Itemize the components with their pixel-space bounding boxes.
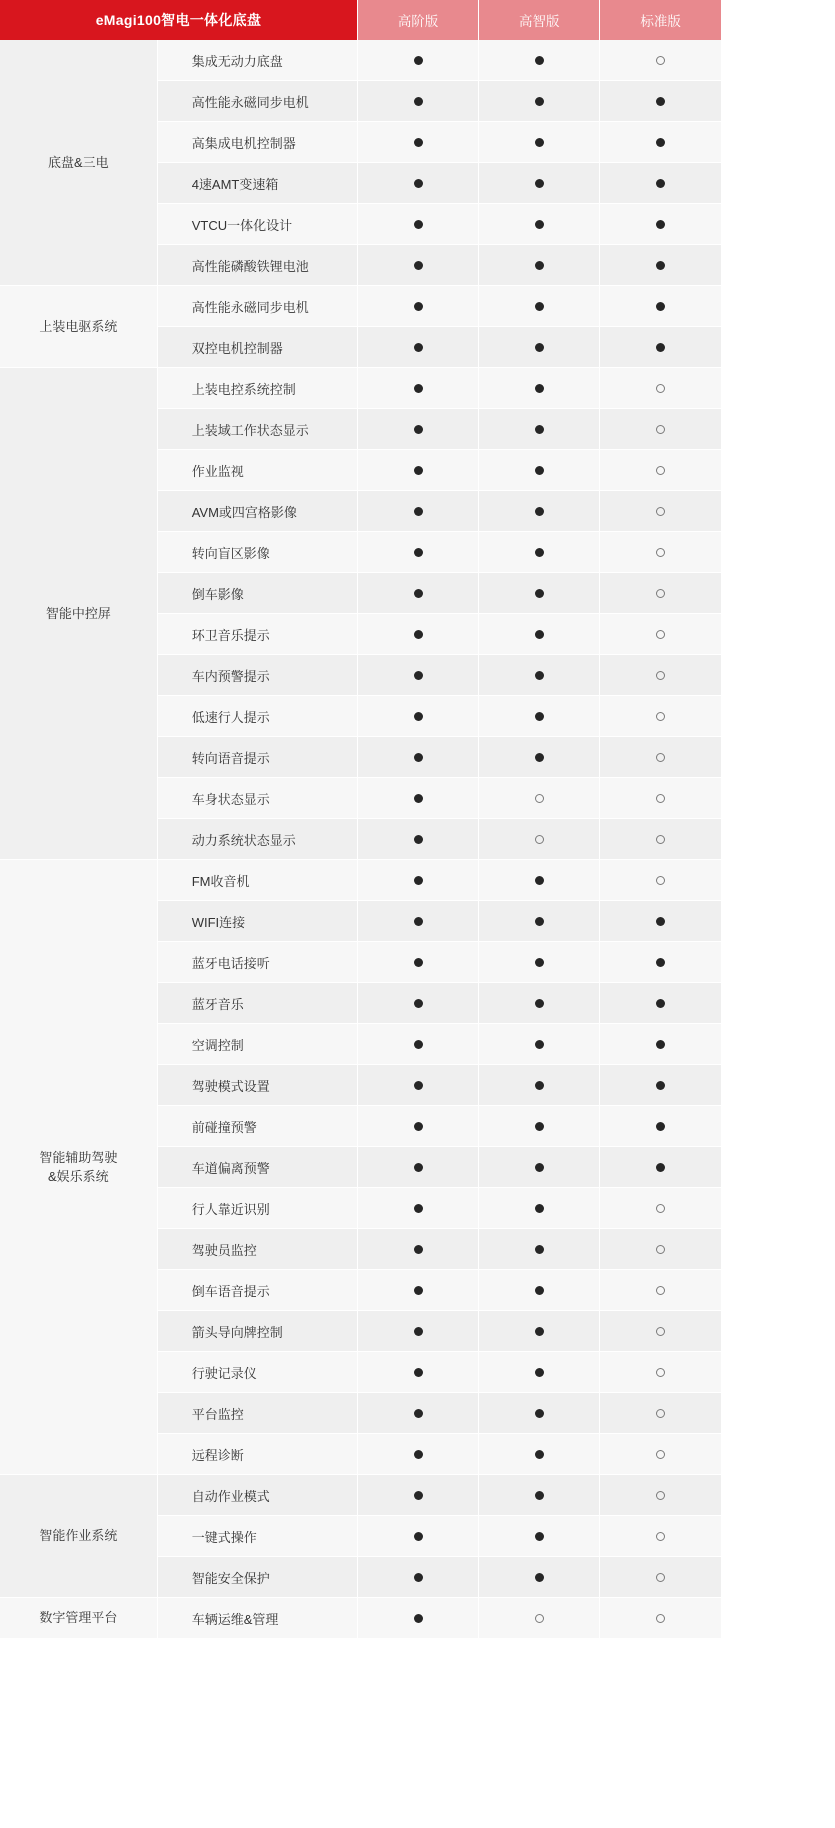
availability-cell bbox=[357, 450, 478, 491]
filled-circle-icon bbox=[535, 1204, 544, 1213]
filled-circle-icon bbox=[656, 1163, 665, 1172]
availability-cell bbox=[479, 327, 600, 368]
availability-cell bbox=[600, 1106, 721, 1147]
filled-circle-icon bbox=[414, 753, 423, 762]
filled-circle-icon bbox=[535, 1245, 544, 1254]
filled-circle-icon bbox=[535, 302, 544, 311]
group-label: 智能作业系统 bbox=[0, 1475, 157, 1598]
table-row bbox=[0, 368, 721, 409]
table-title: eMagi100智电一体化底盘 bbox=[0, 0, 357, 40]
filled-circle-icon bbox=[535, 548, 544, 557]
feature-label: AVM或四宫格影像 bbox=[157, 491, 357, 532]
filled-circle-icon bbox=[414, 1286, 423, 1295]
hollow-circle-icon bbox=[656, 507, 665, 516]
availability-cell bbox=[479, 81, 600, 122]
availability-cell bbox=[357, 532, 478, 573]
filled-circle-icon bbox=[535, 917, 544, 926]
availability-cell bbox=[357, 1229, 478, 1270]
filled-circle-icon bbox=[535, 630, 544, 639]
hollow-circle-icon bbox=[656, 1327, 665, 1336]
table-row bbox=[0, 286, 721, 327]
availability-cell bbox=[357, 163, 478, 204]
feature-label: 车内预警提示 bbox=[157, 655, 357, 696]
feature-label: 平台监控 bbox=[157, 1393, 357, 1434]
filled-circle-icon bbox=[414, 1040, 423, 1049]
availability-cell bbox=[479, 696, 600, 737]
hollow-circle-icon bbox=[656, 1245, 665, 1254]
hollow-circle-icon bbox=[656, 425, 665, 434]
availability-cell bbox=[479, 1147, 600, 1188]
feature-label: 转向盲区影像 bbox=[157, 532, 357, 573]
feature-label: 倒车语音提示 bbox=[157, 1270, 357, 1311]
filled-circle-icon bbox=[656, 343, 665, 352]
filled-circle-icon bbox=[414, 589, 423, 598]
filled-circle-icon bbox=[535, 876, 544, 885]
availability-cell bbox=[357, 942, 478, 983]
hollow-circle-icon bbox=[656, 630, 665, 639]
availability-cell bbox=[479, 1188, 600, 1229]
filled-circle-icon bbox=[535, 1491, 544, 1500]
filled-circle-icon bbox=[414, 138, 423, 147]
availability-cell bbox=[479, 1434, 600, 1475]
availability-cell bbox=[600, 1229, 721, 1270]
filled-circle-icon bbox=[414, 261, 423, 270]
availability-cell bbox=[357, 1352, 478, 1393]
hollow-circle-icon bbox=[656, 1573, 665, 1582]
feature-label: 自动作业模式 bbox=[157, 1475, 357, 1516]
hollow-circle-icon bbox=[656, 384, 665, 393]
hollow-circle-icon bbox=[656, 753, 665, 762]
availability-cell bbox=[600, 1188, 721, 1229]
availability-cell bbox=[357, 860, 478, 901]
filled-circle-icon bbox=[535, 1573, 544, 1582]
filled-circle-icon bbox=[535, 1122, 544, 1131]
availability-cell bbox=[600, 1393, 721, 1434]
filled-circle-icon bbox=[656, 302, 665, 311]
filled-circle-icon bbox=[535, 1040, 544, 1049]
availability-cell bbox=[600, 286, 721, 327]
availability-cell bbox=[357, 286, 478, 327]
feature-label: 上装域工作状态显示 bbox=[157, 409, 357, 450]
hollow-circle-icon bbox=[656, 1286, 665, 1295]
availability-cell bbox=[479, 573, 600, 614]
availability-cell bbox=[600, 778, 721, 819]
filled-circle-icon bbox=[656, 958, 665, 967]
hollow-circle-icon bbox=[656, 712, 665, 721]
filled-circle-icon bbox=[414, 466, 423, 475]
availability-cell bbox=[357, 655, 478, 696]
filled-circle-icon bbox=[535, 958, 544, 967]
filled-circle-icon bbox=[656, 999, 665, 1008]
feature-label: 蓝牙音乐 bbox=[157, 983, 357, 1024]
feature-label: VTCU一体化设计 bbox=[157, 204, 357, 245]
filled-circle-icon bbox=[414, 712, 423, 721]
filled-circle-icon bbox=[535, 1532, 544, 1541]
availability-cell bbox=[479, 450, 600, 491]
filled-circle-icon bbox=[414, 179, 423, 188]
table-row bbox=[0, 1475, 721, 1516]
feature-label: 驾驶员监控 bbox=[157, 1229, 357, 1270]
availability-cell bbox=[479, 1475, 600, 1516]
filled-circle-icon bbox=[656, 1040, 665, 1049]
availability-cell bbox=[357, 81, 478, 122]
feature-label: 环卫音乐提示 bbox=[157, 614, 357, 655]
availability-cell bbox=[479, 1557, 600, 1598]
availability-cell bbox=[479, 1311, 600, 1352]
filled-circle-icon bbox=[535, 384, 544, 393]
table-header bbox=[0, 0, 721, 40]
availability-cell bbox=[600, 1434, 721, 1475]
availability-cell bbox=[479, 1024, 600, 1065]
availability-cell bbox=[479, 1393, 600, 1434]
filled-circle-icon bbox=[656, 1081, 665, 1090]
hollow-circle-icon bbox=[656, 1614, 665, 1623]
availability-cell bbox=[479, 1352, 600, 1393]
availability-cell bbox=[357, 491, 478, 532]
feature-label: 车辆运维&管理 bbox=[157, 1598, 357, 1639]
availability-cell bbox=[600, 1270, 721, 1311]
feature-label: 倒车影像 bbox=[157, 573, 357, 614]
availability-cell bbox=[479, 778, 600, 819]
availability-cell bbox=[357, 1557, 478, 1598]
availability-cell bbox=[357, 368, 478, 409]
filled-circle-icon bbox=[414, 999, 423, 1008]
feature-label: 箭头导向牌控制 bbox=[157, 1311, 357, 1352]
filled-circle-icon bbox=[535, 56, 544, 65]
availability-cell bbox=[600, 573, 721, 614]
availability-cell bbox=[479, 163, 600, 204]
availability-cell bbox=[479, 1270, 600, 1311]
filled-circle-icon bbox=[535, 97, 544, 106]
hollow-circle-icon bbox=[535, 1614, 544, 1623]
filled-circle-icon bbox=[535, 138, 544, 147]
availability-cell bbox=[357, 245, 478, 286]
feature-label: 低速行人提示 bbox=[157, 696, 357, 737]
hollow-circle-icon bbox=[656, 876, 665, 885]
filled-circle-icon bbox=[656, 261, 665, 270]
filled-circle-icon bbox=[414, 1450, 423, 1459]
availability-cell bbox=[357, 1516, 478, 1557]
filled-circle-icon bbox=[414, 630, 423, 639]
availability-cell bbox=[357, 1598, 478, 1639]
feature-label: 动力系统状态显示 bbox=[157, 819, 357, 860]
hollow-circle-icon bbox=[656, 589, 665, 598]
filled-circle-icon bbox=[535, 1081, 544, 1090]
filled-circle-icon bbox=[656, 179, 665, 188]
filled-circle-icon bbox=[414, 794, 423, 803]
filled-circle-icon bbox=[535, 466, 544, 475]
availability-cell bbox=[600, 696, 721, 737]
availability-cell bbox=[600, 1352, 721, 1393]
feature-label: 空调控制 bbox=[157, 1024, 357, 1065]
availability-cell bbox=[479, 614, 600, 655]
availability-cell bbox=[357, 696, 478, 737]
filled-circle-icon bbox=[414, 876, 423, 885]
filled-circle-icon bbox=[535, 507, 544, 516]
feature-label: 集成无动力底盘 bbox=[157, 40, 357, 81]
hollow-circle-icon bbox=[656, 794, 665, 803]
filled-circle-icon bbox=[414, 56, 423, 65]
availability-cell bbox=[600, 1024, 721, 1065]
filled-circle-icon bbox=[656, 138, 665, 147]
availability-cell bbox=[357, 327, 478, 368]
filled-circle-icon bbox=[414, 1491, 423, 1500]
availability-cell bbox=[600, 614, 721, 655]
table-row bbox=[0, 1598, 721, 1639]
filled-circle-icon bbox=[414, 507, 423, 516]
filled-circle-icon bbox=[414, 917, 423, 926]
availability-cell bbox=[357, 1065, 478, 1106]
availability-cell bbox=[479, 532, 600, 573]
filled-circle-icon bbox=[656, 917, 665, 926]
availability-cell bbox=[479, 819, 600, 860]
availability-cell bbox=[357, 409, 478, 450]
availability-cell bbox=[479, 1065, 600, 1106]
availability-cell bbox=[357, 1311, 478, 1352]
availability-cell bbox=[357, 122, 478, 163]
feature-label: 智能安全保护 bbox=[157, 1557, 357, 1598]
filled-circle-icon bbox=[535, 1163, 544, 1172]
availability-cell bbox=[479, 40, 600, 81]
filled-circle-icon bbox=[414, 220, 423, 229]
filled-circle-icon bbox=[535, 712, 544, 721]
group-label: 智能中控屏 bbox=[0, 368, 157, 860]
filled-circle-icon bbox=[535, 1286, 544, 1295]
availability-cell bbox=[479, 286, 600, 327]
availability-cell bbox=[600, 983, 721, 1024]
table-row bbox=[0, 860, 721, 901]
feature-label: FM收音机 bbox=[157, 860, 357, 901]
availability-cell bbox=[600, 81, 721, 122]
filled-circle-icon bbox=[535, 999, 544, 1008]
availability-cell bbox=[600, 40, 721, 81]
filled-circle-icon bbox=[656, 97, 665, 106]
availability-cell bbox=[600, 245, 721, 286]
filled-circle-icon bbox=[414, 1368, 423, 1377]
feature-label: 高集成电机控制器 bbox=[157, 122, 357, 163]
filled-circle-icon bbox=[414, 384, 423, 393]
hollow-circle-icon bbox=[656, 1368, 665, 1377]
hollow-circle-icon bbox=[656, 1409, 665, 1418]
filled-circle-icon bbox=[414, 1204, 423, 1213]
filled-circle-icon bbox=[656, 1122, 665, 1131]
filled-circle-icon bbox=[414, 425, 423, 434]
filled-circle-icon bbox=[414, 835, 423, 844]
filled-circle-icon bbox=[535, 343, 544, 352]
feature-label: 远程诊断 bbox=[157, 1434, 357, 1475]
availability-cell bbox=[600, 1065, 721, 1106]
availability-cell bbox=[357, 819, 478, 860]
header-row bbox=[0, 0, 721, 40]
filled-circle-icon bbox=[414, 302, 423, 311]
availability-cell bbox=[357, 778, 478, 819]
availability-cell bbox=[479, 491, 600, 532]
availability-cell bbox=[357, 1475, 478, 1516]
filled-circle-icon bbox=[535, 261, 544, 270]
feature-label: 4速AMT变速箱 bbox=[157, 163, 357, 204]
hollow-circle-icon bbox=[656, 1491, 665, 1500]
filled-circle-icon bbox=[535, 1409, 544, 1418]
hollow-circle-icon bbox=[656, 466, 665, 475]
filled-circle-icon bbox=[535, 589, 544, 598]
hollow-circle-icon bbox=[656, 835, 665, 844]
hollow-circle-icon bbox=[656, 1450, 665, 1459]
filled-circle-icon bbox=[535, 1327, 544, 1336]
group-label: 智能辅助驾驶 &娱乐系统 bbox=[0, 860, 157, 1475]
filled-circle-icon bbox=[414, 343, 423, 352]
filled-circle-icon bbox=[414, 548, 423, 557]
hollow-circle-icon bbox=[656, 1532, 665, 1541]
filled-circle-icon bbox=[535, 425, 544, 434]
hollow-circle-icon bbox=[656, 1204, 665, 1213]
filled-circle-icon bbox=[414, 1245, 423, 1254]
filled-circle-icon bbox=[535, 1450, 544, 1459]
availability-cell bbox=[600, 204, 721, 245]
availability-cell bbox=[479, 1516, 600, 1557]
filled-circle-icon bbox=[535, 671, 544, 680]
availability-cell bbox=[479, 983, 600, 1024]
availability-cell bbox=[600, 1516, 721, 1557]
availability-cell bbox=[600, 163, 721, 204]
feature-label: 一键式操作 bbox=[157, 1516, 357, 1557]
availability-cell bbox=[600, 409, 721, 450]
group-label: 底盘&三电 bbox=[0, 40, 157, 286]
column-header-version-0: 高阶版 bbox=[357, 0, 478, 40]
column-header-version-2: 标准版 bbox=[600, 0, 721, 40]
availability-cell bbox=[357, 40, 478, 81]
hollow-circle-icon bbox=[535, 794, 544, 803]
hollow-circle-icon bbox=[656, 671, 665, 680]
availability-cell bbox=[357, 204, 478, 245]
availability-cell bbox=[600, 1147, 721, 1188]
availability-cell bbox=[479, 860, 600, 901]
filled-circle-icon bbox=[414, 97, 423, 106]
filled-circle-icon bbox=[414, 1409, 423, 1418]
availability-cell bbox=[357, 737, 478, 778]
filled-circle-icon bbox=[414, 958, 423, 967]
availability-cell bbox=[600, 450, 721, 491]
availability-cell bbox=[479, 1598, 600, 1639]
filled-circle-icon bbox=[535, 179, 544, 188]
hollow-circle-icon bbox=[656, 56, 665, 65]
availability-cell bbox=[600, 368, 721, 409]
availability-cell bbox=[600, 1598, 721, 1639]
availability-cell bbox=[357, 1147, 478, 1188]
hollow-circle-icon bbox=[535, 835, 544, 844]
availability-cell bbox=[600, 819, 721, 860]
filled-circle-icon bbox=[535, 1368, 544, 1377]
filled-circle-icon bbox=[535, 220, 544, 229]
availability-cell bbox=[479, 655, 600, 696]
filled-circle-icon bbox=[414, 1614, 423, 1623]
availability-cell bbox=[600, 942, 721, 983]
feature-label: 车身状态显示 bbox=[157, 778, 357, 819]
availability-cell bbox=[600, 860, 721, 901]
availability-cell bbox=[479, 245, 600, 286]
availability-cell bbox=[357, 1434, 478, 1475]
availability-cell bbox=[479, 409, 600, 450]
feature-label: 前碰撞预警 bbox=[157, 1106, 357, 1147]
availability-cell bbox=[357, 1393, 478, 1434]
filled-circle-icon bbox=[414, 1532, 423, 1541]
filled-circle-icon bbox=[535, 753, 544, 762]
feature-label: 作业监视 bbox=[157, 450, 357, 491]
feature-label: 驾驶模式设置 bbox=[157, 1065, 357, 1106]
availability-cell bbox=[600, 737, 721, 778]
feature-label: WIFI连接 bbox=[157, 901, 357, 942]
availability-cell bbox=[357, 1270, 478, 1311]
feature-label: 行人靠近识别 bbox=[157, 1188, 357, 1229]
availability-cell bbox=[600, 532, 721, 573]
availability-cell bbox=[600, 491, 721, 532]
table-body bbox=[0, 40, 721, 1639]
availability-cell bbox=[479, 122, 600, 163]
group-label: 上装电驱系统 bbox=[0, 286, 157, 368]
feature-label: 车道偏离预警 bbox=[157, 1147, 357, 1188]
availability-cell bbox=[357, 573, 478, 614]
filled-circle-icon bbox=[414, 1081, 423, 1090]
feature-label: 上装电控系统控制 bbox=[157, 368, 357, 409]
feature-label: 高性能永磁同步电机 bbox=[157, 286, 357, 327]
availability-cell bbox=[357, 983, 478, 1024]
availability-cell bbox=[479, 942, 600, 983]
availability-cell bbox=[600, 327, 721, 368]
availability-cell bbox=[479, 737, 600, 778]
availability-cell bbox=[600, 1475, 721, 1516]
column-header-version-1: 高智版 bbox=[479, 0, 600, 40]
availability-cell bbox=[479, 204, 600, 245]
feature-label: 行驶记录仪 bbox=[157, 1352, 357, 1393]
feature-label: 转向语音提示 bbox=[157, 737, 357, 778]
filled-circle-icon bbox=[656, 220, 665, 229]
feature-label: 高性能磷酸铁锂电池 bbox=[157, 245, 357, 286]
availability-cell bbox=[357, 614, 478, 655]
availability-cell bbox=[479, 901, 600, 942]
availability-cell bbox=[479, 1229, 600, 1270]
availability-cell bbox=[600, 655, 721, 696]
availability-cell bbox=[600, 122, 721, 163]
feature-label: 高性能永磁同步电机 bbox=[157, 81, 357, 122]
availability-cell bbox=[357, 1106, 478, 1147]
feature-label: 蓝牙电话接听 bbox=[157, 942, 357, 983]
hollow-circle-icon bbox=[656, 548, 665, 557]
availability-cell bbox=[600, 1311, 721, 1352]
availability-cell bbox=[600, 901, 721, 942]
filled-circle-icon bbox=[414, 1122, 423, 1131]
availability-cell bbox=[479, 368, 600, 409]
group-label: 数字管理平台 bbox=[0, 1598, 157, 1639]
filled-circle-icon bbox=[414, 1327, 423, 1336]
filled-circle-icon bbox=[414, 1573, 423, 1582]
feature-label: 双控电机控制器 bbox=[157, 327, 357, 368]
availability-cell bbox=[479, 1106, 600, 1147]
filled-circle-icon bbox=[414, 1163, 423, 1172]
availability-cell bbox=[357, 1024, 478, 1065]
table-row bbox=[0, 40, 721, 81]
availability-cell bbox=[357, 1188, 478, 1229]
availability-cell bbox=[600, 1557, 721, 1598]
filled-circle-icon bbox=[414, 671, 423, 680]
availability-cell bbox=[357, 901, 478, 942]
